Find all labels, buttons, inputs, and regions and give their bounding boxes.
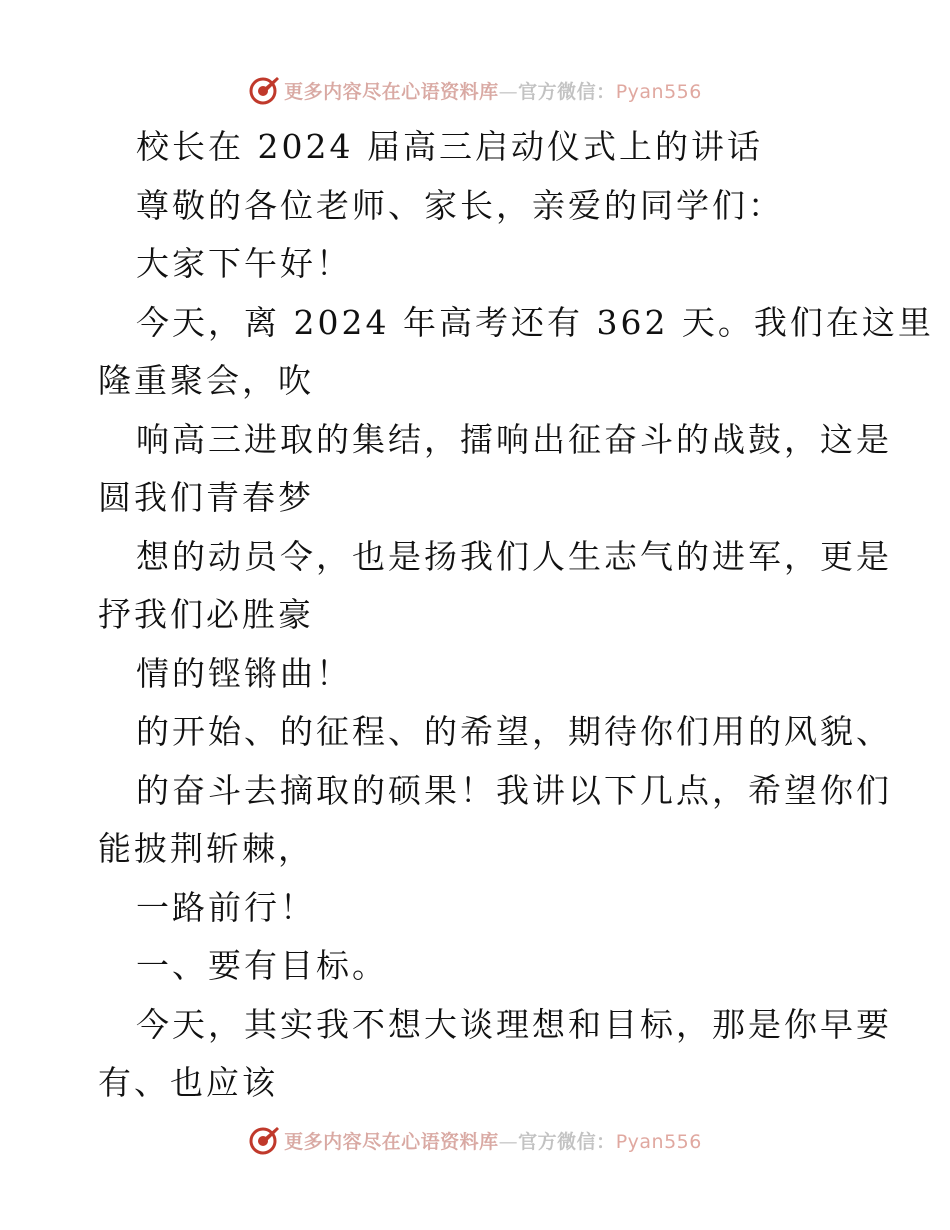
- footer-brand-text: 更多内容尽在心语资料库: [284, 1130, 499, 1153]
- footer-wechat-label: 官方微信：: [518, 1130, 616, 1153]
- doc-line: 情的铿锵曲！: [136, 653, 352, 693]
- doc-greeting-line: 大家下午好！: [136, 244, 352, 283]
- doc-line: 圆我们青春梦: [98, 478, 314, 517]
- header-wechat-id: Pyan556: [615, 80, 702, 103]
- pen-logo-icon: [248, 1124, 280, 1156]
- footer-wechat-id: Pyan556: [615, 1130, 702, 1153]
- doc-line: 隆重聚会，吹: [98, 361, 314, 400]
- doc-line: 响高三进取的集结，擂响出征奋斗的战鼓，这是: [136, 419, 892, 459]
- header-separator: —: [498, 80, 519, 103]
- header-brand-text: 更多内容尽在心语资料库: [284, 80, 499, 103]
- doc-line: 的开始、的征程、的希望，期待你们用的风貌、: [136, 712, 892, 751]
- doc-line: 抒我们必胜豪: [98, 595, 314, 634]
- doc-line: 今天，其实我不想大谈理想和目标，那是你早要: [136, 1004, 892, 1044]
- doc-line: 的奋斗去摘取的硕果！我讲以下几点，希望你们: [136, 770, 892, 810]
- doc-title-line: 校长在 2024 届高三启动仪式上的讲话: [136, 127, 763, 166]
- footer-banner: [0, 1120, 950, 1160]
- document-body: [98, 118, 934, 1113]
- doc-salutation-line: 尊敬的各位老师、家长，亲爱的同学们：: [136, 185, 784, 225]
- doc-line: 今天，离 2024 年高考还有 362 天。我们在这里: [136, 302, 934, 342]
- doc-line: 有、也应该: [98, 1063, 278, 1102]
- pen-logo-icon: [248, 74, 280, 106]
- header-banner: [0, 70, 950, 110]
- doc-section-heading: 一、要有目标。: [136, 946, 388, 985]
- header-wechat-label: 官方微信：: [518, 80, 616, 103]
- doc-line: 能披荆斩棘，: [98, 829, 314, 868]
- footer-separator: —: [498, 1130, 519, 1153]
- doc-line: 一路前行！: [136, 887, 316, 927]
- doc-line: 想的动员令，也是扬我们人生志气的进军，更是: [136, 536, 892, 576]
